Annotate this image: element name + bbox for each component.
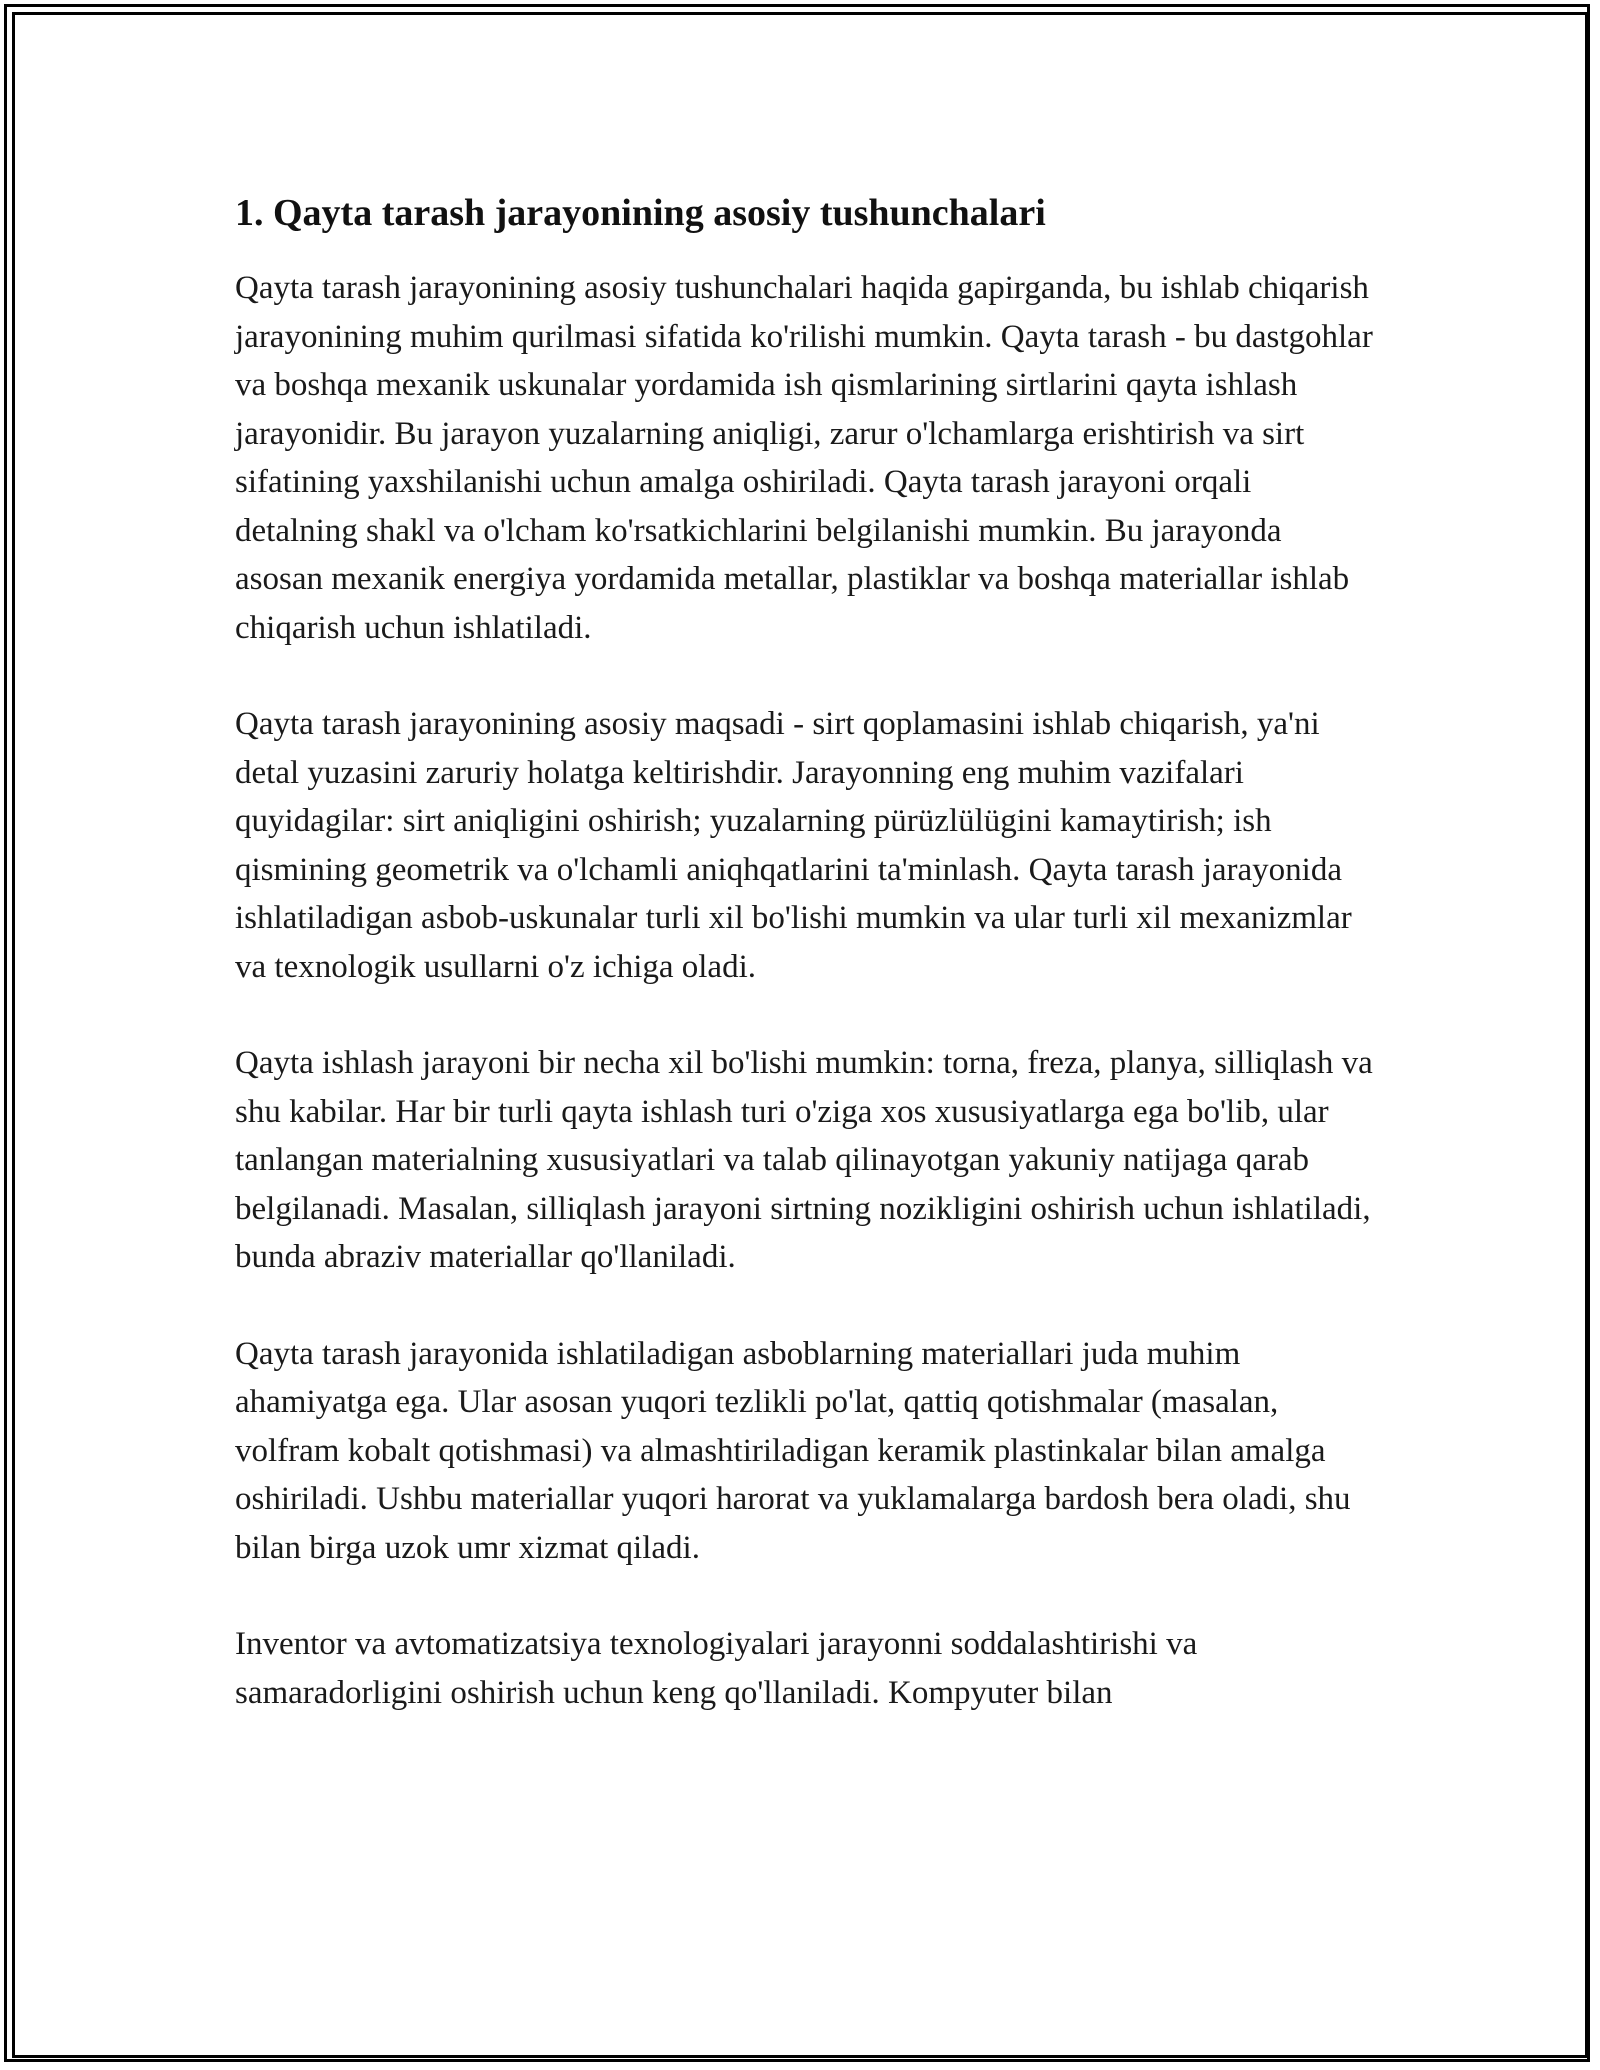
paragraph-4: Qayta tarash jarayonida ishlatiladigan asboblarning materiallari juda muhim ahamiyatga ega. Ular asosan yuqori tezlikli po'lat, qattiq qotishmalar (masalan, volfram kobalt qotishmasi) va almashtiriladigan keramik plastinkalar bilan amalga oshiriladi. Ushbu materiallar yuqori harorat va yuklamalarga bardosh bera oladi, shu bilan birga uzok umr xizmat qiladi. [235, 1335, 1351, 1566]
document-body [235, 188, 1375, 1765]
paragraph-1: Qayta tarash jarayonining asosiy tushunchalari haqida gapirganda, bu ishlab chiqarish jarayonining muhim qurilmasi sifatida ko'rilishi mumkin. Qayta tarash - bu dastgohlar va boshqa mexanik uskunalar yordamida ish qismlarining sirtlarini qayta ishlash jarayonidir. Bu jarayon yuzalarning aniqligi, zarur o'lchamlarga erishtirish va sirt sifatining yaxshilanishi uchun amalga oshiriladi. Qayta tarash jarayoni orqali detalning shakl va o'lcham ko'rsatkichlarini belgilanishi mumkin. Bu jarayonda asosan mexanik energiya yordamida metallar, plastiklar va boshqa materiallar ishlab chiqarish uchun ishlatiladi. [235, 270, 1373, 646]
paragraph-2: Qayta tarash jarayonining asosiy maqsadi - sirt qoplamasini ishlab chiqarish, ya'ni detal yuzasini zaruriy holatga keltirishdir. Jarayonning eng muhim vazifalari quyidagilar: sirt aniqligini oshirish; yuzalarning pürüzlülügini kamaytirish; ish qismining geometrik va o'lchamli aniqhqatlarini ta'minlash. Qayta tarash jarayonida ishlatiladigan asbob-uskunalar turli xil bo'lishi mumkin va ular turli xil mexanizmlar va texnologik usullarni o'z ichiga oladi. [235, 706, 1352, 985]
section-heading: 1. Qayta tarash jarayonining asosiy tushunchalari [235, 192, 1046, 234]
paragraph-3: Qayta ishlash jarayoni bir necha xil bo'lishi mumkin: torna, freza, planya, silliqlash va shu kabilar. Har bir turli qayta ishlash turi o'ziga xos xususiyatlarga ega bo'lib, ular tanlangan materialning xususiyatlari va talab qilinayotgan yakuniy natijaga qarab belgilanadi. Masalan, silliqlash jarayoni sirtning nozikligini oshirish uchun ishlatiladi, bunda abraziv materiallar qo'llaniladi. [235, 1045, 1373, 1275]
paragraph-5: Inventor va avtomatizatsiya texnologiyalari jarayonni soddalashtirishi va samaradorligini oshirish uchun keng qo'llaniladi. Kompyuter bilan [235, 1626, 1198, 1711]
